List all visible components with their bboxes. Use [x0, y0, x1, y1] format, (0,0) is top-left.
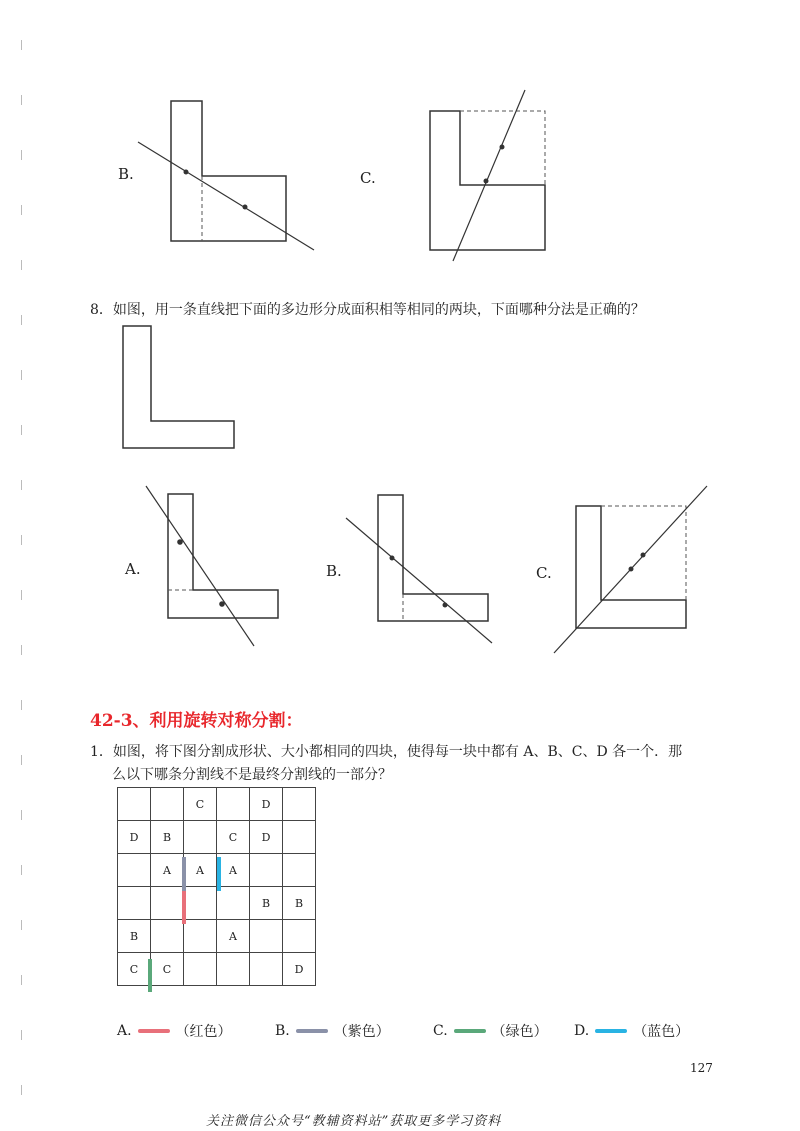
top-figure-c — [420, 85, 560, 270]
section-title: 42-3、利用旋转对称分割： — [90, 711, 303, 731]
grid-segments — [117, 787, 327, 997]
top-figure-b-label: B. — [118, 165, 134, 183]
blue-swatch — [595, 1029, 627, 1033]
question-8-text: 8．如图，用一条直线把下面的多边形分成面积相等相同的两块，下面哪种分法是正确的？ — [90, 302, 645, 318]
grid-cell: A — [151, 854, 184, 887]
option-color-name: （绿色） — [491, 1024, 548, 1040]
top-figure-c-label: C. — [360, 169, 376, 187]
footer-note: 关注微信公众号“教辅资料站”获取更多学习资料 — [206, 1114, 502, 1129]
q8-option-b-label: B. — [326, 562, 342, 580]
grid-cell: D — [250, 821, 283, 854]
question-1-line1: 1．如图，将下图分割成形状、大小都相同的四块，使得每一块中都有 A、B、C、D 各一个．那 — [90, 744, 683, 760]
option-letter: A. — [117, 1023, 132, 1039]
option-color-name: （红色） — [175, 1024, 232, 1040]
grid-cell: B — [250, 887, 283, 920]
red-swatch — [138, 1029, 170, 1033]
answer-option-a[interactable] — [117, 1021, 232, 1041]
q8-option-b-figure — [340, 485, 500, 650]
grid-cell: D — [283, 953, 316, 986]
question-8-polygon — [115, 318, 245, 458]
q8-option-a-figure — [140, 480, 290, 650]
answer-option-b[interactable] — [275, 1021, 390, 1041]
grid-cell: B — [151, 821, 184, 854]
grid-cell: D — [250, 788, 283, 821]
top-figure-b — [130, 95, 330, 265]
answer-option-c[interactable] — [433, 1021, 548, 1041]
grid-cell: C — [118, 953, 151, 986]
grid-cell: B — [283, 887, 316, 920]
green-swatch — [454, 1029, 486, 1033]
purple-swatch — [296, 1029, 328, 1033]
option-letter: D. — [574, 1023, 590, 1039]
option-color-name: （紫色） — [333, 1024, 390, 1040]
grid-cell: D — [118, 821, 151, 854]
option-color-name: （蓝色） — [633, 1024, 690, 1040]
grid-cell: A — [217, 920, 250, 953]
grid-cell: B — [118, 920, 151, 953]
grid-cell: C — [217, 821, 250, 854]
q8-option-a-label: A. — [125, 560, 141, 578]
option-letter: C. — [433, 1023, 448, 1039]
answer-option-d[interactable] — [574, 1021, 689, 1041]
grid-cell: C — [184, 788, 217, 821]
q8-option-c-label: C. — [536, 564, 552, 582]
option-letter: B. — [275, 1023, 290, 1039]
q8-option-c-figure — [550, 480, 715, 658]
page-number: 127 — [690, 1061, 713, 1075]
question-1-line2: 么以下哪条分割线不是最终分割线的一部分？ — [112, 767, 392, 783]
grid-cell: A — [217, 854, 250, 887]
grid-cell: C — [151, 953, 184, 986]
grid-cell: A — [184, 854, 217, 887]
